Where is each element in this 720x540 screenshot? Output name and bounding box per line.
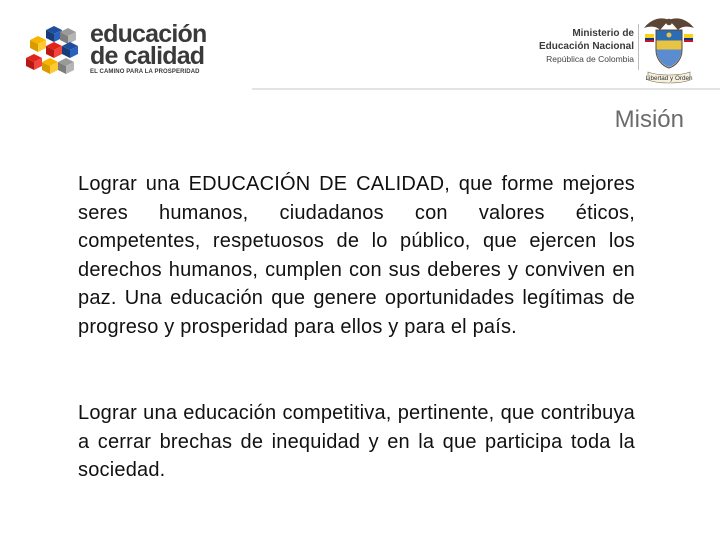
paragraph-1: Lograr una EDUCACIÓN DE CALIDAD, que forme mejores seres humanos, ciudadanos con valores éticos, competentes, respetuosos de lo público, que ejercen los derechos humanos, cumplen con sus deberes y conviven en paz. Una educación que genere oportunidades legítimas de progreso y prosperidad para ellos y para el país. [78, 173, 635, 338]
ministry-line-1: Ministerio de [572, 28, 634, 39]
paragraph-2: Lograr una educación competitiva, pertinente, que contribuya a cerrar brechas de inequidad y en la que participa toda la sociedad. [78, 402, 635, 482]
header-divider [638, 24, 639, 70]
header-rule [252, 88, 720, 90]
educacion-de-calidad-logo [24, 18, 224, 78]
ministry-line-3: República de Colombia [546, 54, 634, 64]
colombia-coat-of-arms-icon [642, 14, 696, 86]
logo-tagline: EL CAMINO PARA LA PROSPERIDAD [90, 69, 200, 75]
logo-line-educacion: educación [90, 20, 207, 48]
ministry-line-2: Educación Nacional [538, 41, 634, 52]
ministry-name [539, 27, 634, 65]
seal-motto: Libertad y Orden [645, 75, 693, 82]
logo-line-de-calidad: de calidad [90, 42, 205, 70]
colored-cubes-icon [24, 24, 86, 74]
slide-title: Misión [614, 106, 684, 133]
